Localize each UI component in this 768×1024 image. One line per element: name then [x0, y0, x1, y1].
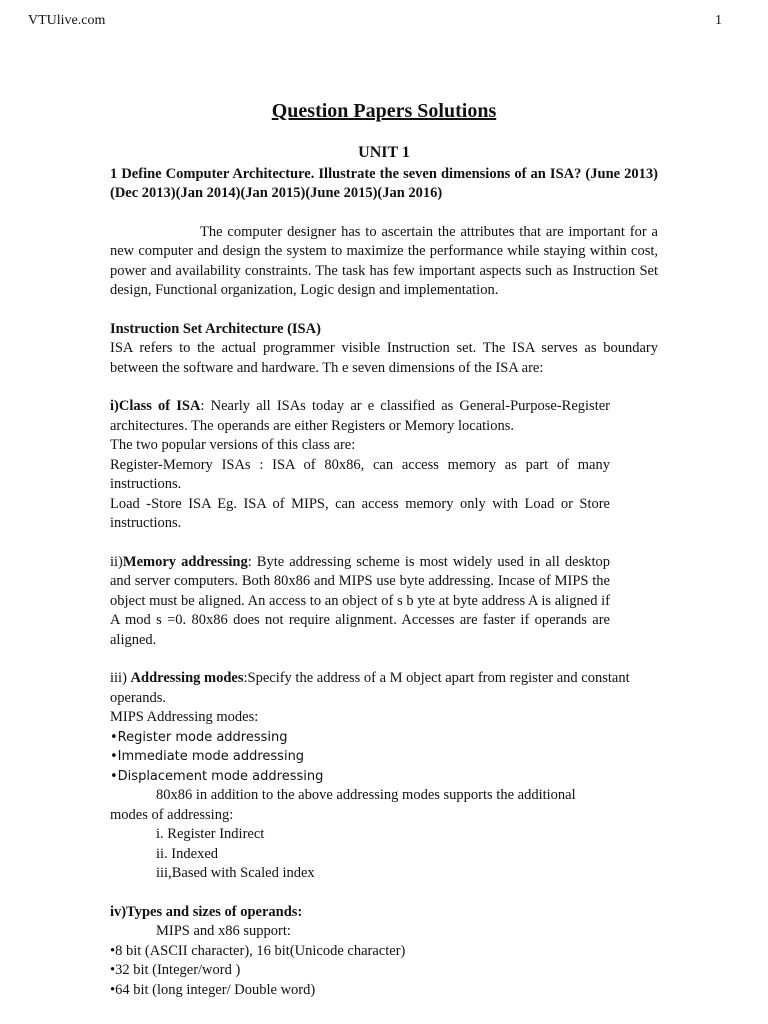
- x86-mode-item: ii. Indexed: [156, 845, 219, 862]
- class-of-isa-line: Load -Store ISA Eg. ISA of MIPS, can access memory only with Load or Store instructions.: [110, 495, 610, 531]
- isa-heading: Instruction Set Architecture (ISA): [110, 320, 321, 337]
- class-of-isa-line: The two popular versions of this class are:: [110, 437, 356, 453]
- addressing-modes-prefix: iii): [110, 670, 131, 686]
- operand-item: •8 bit (ASCII character), 16 bit(Unicode character): [110, 942, 406, 959]
- page-number: 1: [715, 13, 722, 28]
- x86-modes-intro-cont: modes of addressing:: [110, 806, 234, 823]
- page-title: Question Papers Solutions: [271, 100, 497, 122]
- mips-mode-item: •Register mode addressing: [110, 729, 288, 745]
- addressing-modes-text: :Specify the address of a M object apart from register and constant operands.: [110, 670, 630, 706]
- intro-paragraph: The computer designer has to ascertain the attributes that are important for a new computer and design the system to maximize the performance while staying within cost, power and availability constraints. The task has few important aspects such as Instruction Set design, Functional organization, Logic design and implementation.: [110, 223, 658, 298]
- memory-addressing-label: Memory addressing: [122, 553, 248, 570]
- class-of-isa-section: [110, 397, 610, 534]
- operands-intro: MIPS and x86 support:: [156, 923, 291, 939]
- memory-addressing-text: : Byte addressing scheme is most widely used in all desktop and server computers. Both 80x86 and MIPS use byte addressing. Incase of MIPS the object must be aligned. An access to an object of s b yte at byte address A is aligned if A mod s =0. 80x86 does not require alignment. Accesses are faster if operands are aligned.: [110, 553, 610, 648]
- memory-addressing-prefix: ii): [110, 553, 123, 570]
- x86-mode-item: iii,Based with Scaled index: [156, 865, 315, 881]
- operands-heading: iv)Types and sizes of operands:: [110, 903, 303, 920]
- class-of-isa-label: i)Class of ISA: [110, 398, 201, 414]
- operand-item: •64 bit (long integer/ Double word): [110, 981, 316, 998]
- x86-modes-intro: 80x86 in addition to the above addressing modes supports the additional: [156, 787, 576, 803]
- mips-mode-item: •Immediate mode addressing: [110, 749, 305, 764]
- header-site: VTUlive.com: [28, 13, 106, 28]
- operand-item: •32 bit (Integer/word ): [110, 962, 241, 978]
- class-of-isa-line: Register-Memory ISAs : ISA of 80x86, can access memory as part of many instructions.: [110, 456, 610, 492]
- mips-modes-heading: MIPS Addressing modes:: [110, 709, 259, 725]
- isa-text: ISA refers to the actual programmer visible Instruction set. The ISA serves as boundary between the software and hardware. Th e seven dimensions of the ISA are:: [110, 340, 658, 376]
- question-text: 1 Define Computer Architecture. Illustrate the seven dimensions of an ISA? (June 2013)(Dec 2013)(Jan 2014)(Jan 2015)(June 2015)(Jan 2016): [110, 165, 658, 201]
- addressing-modes-label: Addressing modes: [130, 670, 244, 686]
- mips-mode-item: •Displacement mode addressing: [110, 768, 324, 784]
- unit-heading: UNIT 1: [358, 144, 410, 161]
- class-of-isa-text: : Nearly all ISAs today ar e classified as General-Purpose-Register architectures. The operands are either Registers or Memory locations.: [110, 398, 610, 434]
- operands-section: [110, 903, 658, 1001]
- memory-addressing-section: [110, 553, 610, 651]
- addressing-modes-section: [110, 669, 658, 884]
- x86-mode-item: i. Register Indirect: [156, 826, 265, 842]
- document-body: [110, 143, 658, 1000]
